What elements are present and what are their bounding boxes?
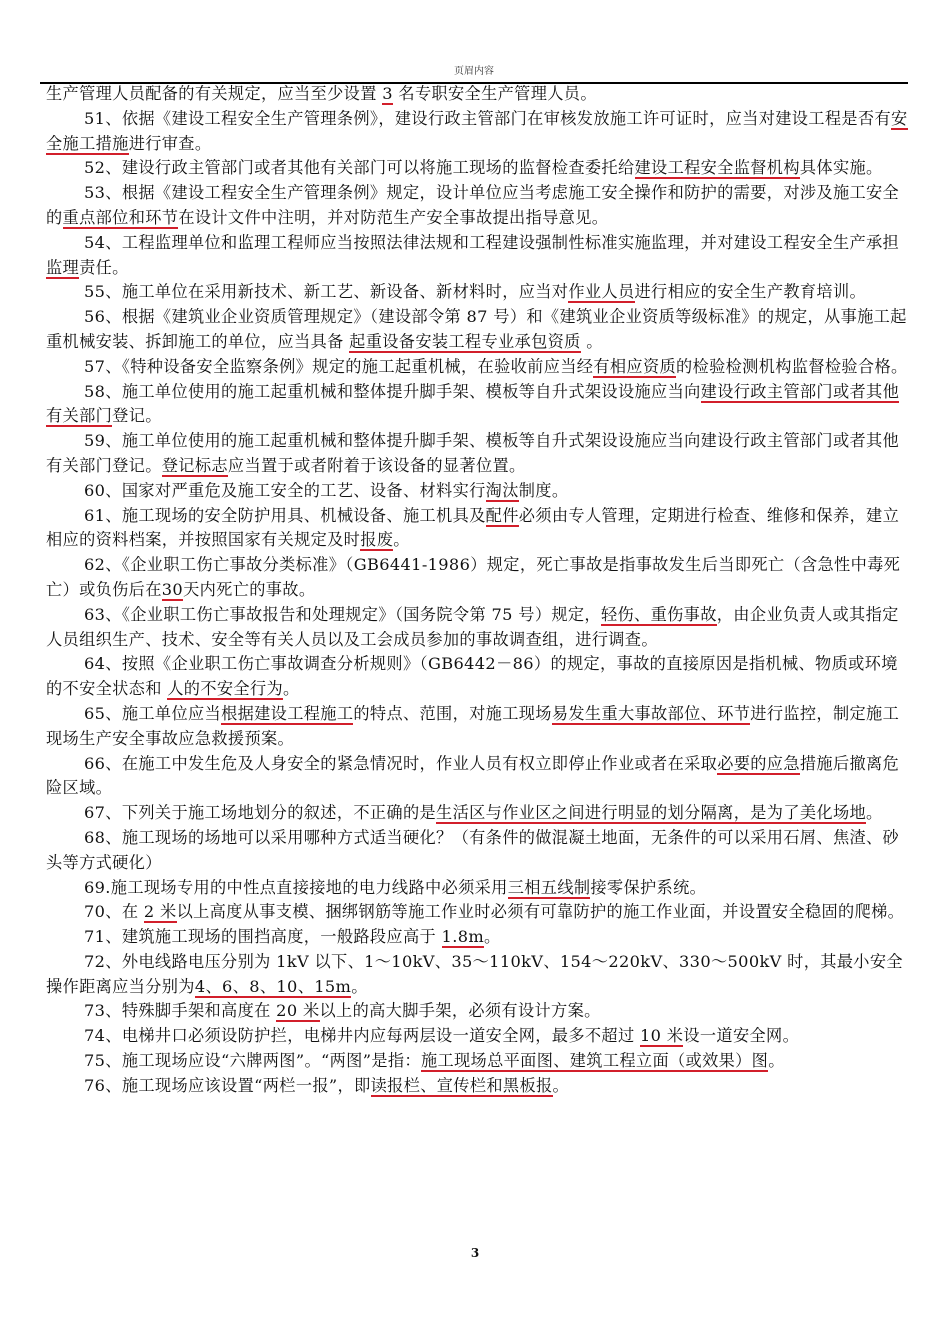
header-text: 页眉内容 [454, 66, 494, 77]
text-run: 措施后撤离危险区域。 [46, 753, 900, 798]
text-run: 66、在施工中发生危及人身安全的紧急情况时，作业人员有权立即停止作业或者在采取 [84, 753, 718, 773]
paragraph [46, 380, 908, 430]
text-run: 生产管理人员配备的有关规定，应当至少设置 [46, 84, 383, 103]
text-run: 73、特殊脚手架和高度在 [84, 1001, 277, 1021]
paragraph [46, 826, 908, 876]
paragraph [46, 652, 908, 702]
document-body [46, 82, 908, 1099]
paragraph [46, 355, 908, 380]
underlined-answer: 3 [382, 84, 393, 103]
paragraph [46, 999, 908, 1024]
text-run: 61、施工现场的安全防护用具、机械设备、施工机具及 [84, 505, 486, 525]
text-run: ，由企业负责人或其指定人员组织生产、技术、安全等有关人员以及工会成员参加的事故调查组，进行调查。 [46, 604, 899, 649]
text-run: 58、施工单位使用的施工起重机械和整体提升脚手架、模板等自升式架设设施应当向 [84, 381, 701, 401]
underlined-answer: 30 [161, 579, 184, 599]
text-run: 75、施工现场应设“六牌两图”。“两图”是指： [84, 1051, 421, 1071]
underlined-answer: 根据建设工程施工 [221, 703, 354, 723]
text-run: 设一道安全网。 [683, 1026, 800, 1046]
underlined-answer: 淘汰 [485, 480, 519, 500]
paragraph [46, 479, 908, 504]
underlined-answer: 报废 [360, 530, 394, 550]
text-run: 62、《企业职工伤亡事故分类标准》（GB6441-1986）规定，死亡事故是指事故发生后当即死亡（含急性中毒死亡）或负伤后在 [46, 555, 901, 599]
text-run: 55、施工单位在采用新技术、新工艺、新设备、新材料时，应当对 [84, 282, 569, 302]
underlined-answer: 10 米 [640, 1026, 684, 1046]
paragraph [46, 603, 908, 653]
underlined-answer: 轻伤、重伤事故 [600, 604, 717, 624]
text-run: 进行审查。 [128, 133, 212, 153]
text-run: 67、下列关于施工场地划分的叙述，不正确的是 [84, 803, 437, 823]
paragraph [46, 156, 908, 181]
underlined-answer: 起重设备安装工程专业承包资质 [349, 331, 581, 351]
paragraph [46, 82, 908, 107]
text-run: 53、根据《建设工程安全生产管理条例》规定，设计单位应当考虑施工安全操作和防护的需要，对涉及施工安全的 [46, 183, 900, 227]
paragraph [46, 752, 908, 802]
underlined-answer: 三相五线制 [507, 877, 591, 897]
paragraph [46, 1074, 908, 1099]
underlined-answer: 20 米 [276, 1001, 320, 1021]
paragraph [46, 876, 908, 901]
paragraph [46, 231, 908, 281]
underlined-answer: 必要的应急 [717, 753, 800, 773]
text-run: 。 [393, 530, 410, 550]
text-run: 51、依据《建设工程安全生产管理条例》，建设行政主管部门在审核发放施工许可证时，应当对建设工程是否有 [84, 108, 891, 128]
text-run: 。 [768, 1051, 785, 1071]
text-run: 74、电梯井口必须设防护拦，电梯井内应每两层设一道安全网，最多不超过 [84, 1026, 640, 1046]
text-run: 57、《特种设备安全监察条例》规定的施工起重机械，在验收前应当经 [84, 356, 594, 376]
text-run: 59、施工单位使用的施工起重机械和整体提升脚手架、模板等自升式架设设施应当向建设行政主管部门或者其他有关部门登记。 [46, 431, 900, 475]
paragraph [46, 181, 908, 231]
paragraph [46, 950, 908, 1000]
underlined-answer: 1.8m [441, 927, 485, 947]
text-run: 的检验检测机构监督检验合格。 [676, 356, 908, 376]
underlined-answer: 建设工程安全监督机构 [634, 158, 800, 178]
text-run: 在设计文件中注明，并对防范生产安全事故提出指导意见。 [178, 207, 609, 227]
text-run: 。 [484, 927, 501, 947]
underlined-answer: 易发生重大事故部位、环节 [551, 703, 751, 723]
underlined-answer: 作业人员 [568, 282, 635, 302]
underlined-answer: 安全施工措施 [46, 108, 908, 153]
text-run: 。 [552, 1075, 570, 1095]
text-run: 必须由专人管理，定期进行检查、维修和保养，建立相应的资料档案，并按照国家有关规定及时 [46, 505, 900, 550]
text-run: 名专职安全生产管理人员。 [392, 84, 597, 103]
paragraph [46, 1024, 908, 1049]
text-run: 60、国家对严重危及施工安全的工艺、设备、材料实行 [84, 480, 486, 500]
paragraph [46, 900, 908, 925]
text-run: 接零保护系统。 [590, 877, 707, 897]
text-run: 。 [866, 803, 883, 823]
text-run: 以上的高大脚手架，必须有设计方案。 [319, 1001, 601, 1021]
text-run: 进行监控，制定施工现场生产安全事故应急救援预案。 [46, 703, 900, 748]
underlined-answer: 建设行政主管部门或者其他有关部门 [46, 381, 900, 426]
underlined-answer: 登记标志 [161, 455, 228, 475]
text-run: 制度。 [518, 480, 569, 500]
paragraph [46, 553, 908, 603]
text-run: 。 [351, 976, 368, 996]
text-run: 56、根据《建筑业企业资质管理规定》（建设部令第 87 号）和《建筑业企业资质等级标准》的规定，从事施工起重机械安装、拆卸施工的单位，应当具备 [46, 307, 907, 351]
underlined-answer: 施工现场总平面图、建筑工程立面（或效果）图 [420, 1051, 769, 1071]
text-run: 64、按照《企业职工伤亡事故调查分析规则》（GB6442－86）的规定，事故的直接原因是指机械、物质或环境的不安全状态和 [46, 654, 898, 699]
text-run: 63、《企业职工伤亡事故报告和处理规定》（国务院令第 75 号）规定， [84, 604, 601, 624]
paragraph [46, 280, 908, 305]
text-run: 登记。 [112, 406, 162, 426]
text-run: 70、在 [84, 902, 144, 922]
text-run: 。 [283, 679, 300, 699]
text-run: 65、施工单位应当 [84, 703, 222, 723]
text-run: 应当置于或者附着于该设备的显著位置。 [227, 455, 526, 475]
underlined-answer: 有相应资质 [593, 356, 677, 376]
paragraph [46, 1049, 908, 1074]
text-run: 。 [580, 331, 603, 351]
underlined-answer: 生活区与作业区之间进行明显的划分隔离，是为了美化场地 [436, 803, 867, 823]
paragraph [46, 107, 908, 157]
underlined-answer: 人的不安全行为 [167, 679, 284, 699]
text-run: 52、建设行政主管部门或者其他有关部门可以将施工现场的监督检查委托给 [84, 158, 635, 178]
paragraph [46, 925, 908, 950]
text-run: 68、施工现场的场地可以采用哪种方式适当硬化？（有条件的做混凝土地面，无条件的可以采用石屑、焦渣、砂头等方式硬化） [46, 827, 900, 872]
underlined-answer: 重点部位和环节 [62, 207, 179, 227]
underlined-answer: 2 米 [143, 902, 177, 922]
text-run: 71、建筑施工现场的围挡高度，一般路段应高于 [84, 927, 442, 947]
text-run: 以上高度从事支模、捆绑钢筋等施工作业时必须有可靠防护的施工作业面，并设置安全稳固的爬梯。 [176, 902, 905, 922]
underlined-answer: 4、6、8、10、15m [194, 976, 352, 996]
text-run: 72、外电线路电压分别为 1kV 以下、1～10kV、35～110kV、154～220kV、330～500kV 时，其最小安全操作距离应当分别为 [46, 951, 903, 996]
text-run: 天内死亡的事故。 [183, 579, 316, 599]
text-run: 76、施工现场应该设置“两栏一报”，即 [84, 1075, 371, 1095]
paragraph [46, 504, 908, 554]
text-run: 责任。 [79, 257, 129, 277]
paragraph [46, 702, 908, 752]
underlined-answer: 读报栏、宣传栏和黑板报 [370, 1075, 553, 1095]
paragraph [46, 429, 908, 479]
page-number: 3 [470, 1246, 480, 1260]
paragraph [46, 801, 908, 826]
text-run: 54、工程监理单位和监理工程师应当按照法律法规和工程建设强制性标准实施监理，并对建设工程安全生产承担 [84, 232, 900, 252]
page-header [40, 64, 908, 84]
text-run: 69.施工现场专用的中性点直接接地的电力线路中必须采用 [84, 877, 508, 897]
text-run: 进行相应的安全生产教育培训。 [634, 282, 867, 302]
underlined-answer: 配件 [485, 505, 519, 525]
text-run: 具体实施。 [799, 158, 883, 178]
text-run: 的特点、范围，对施工现场 [353, 703, 552, 723]
paragraph [46, 305, 908, 355]
underlined-answer: 监理 [46, 257, 80, 277]
